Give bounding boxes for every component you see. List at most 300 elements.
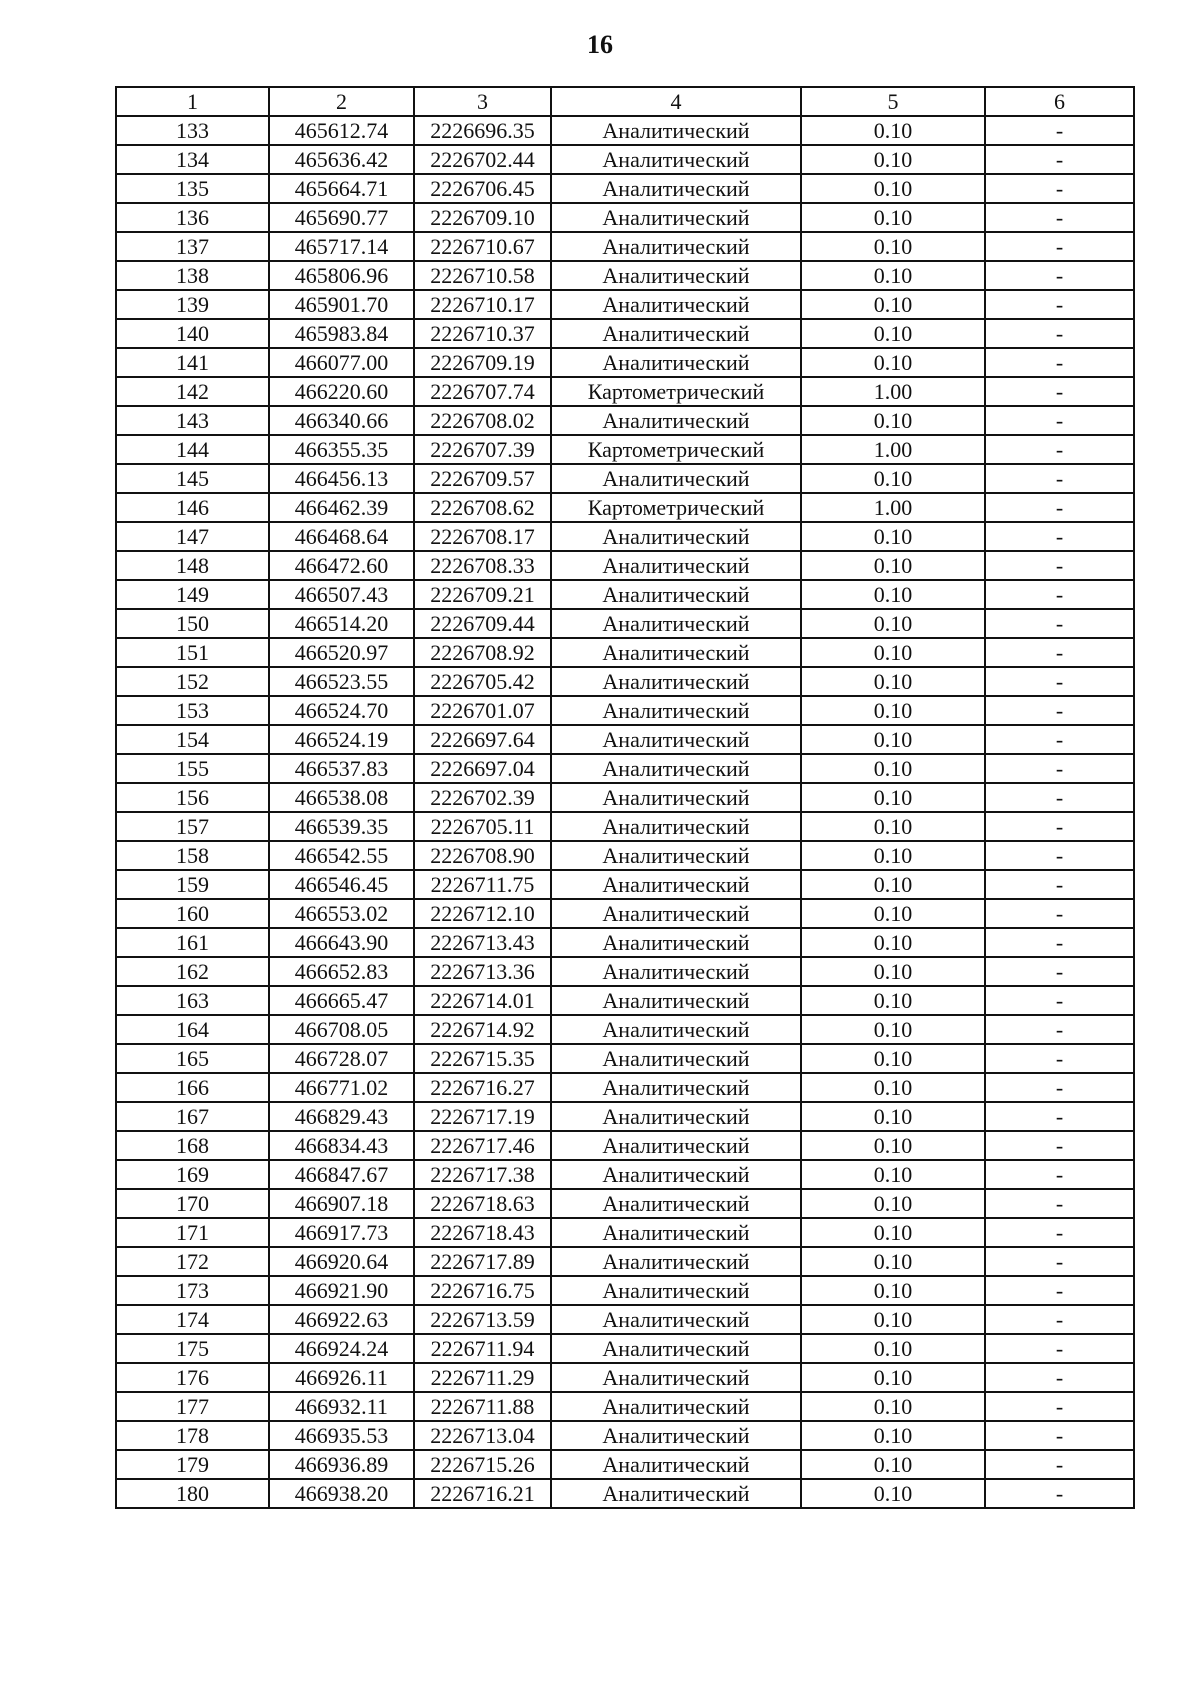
point-number-cell: 141	[116, 348, 269, 377]
x-coordinate-cell: 466468.64	[269, 522, 414, 551]
x-coordinate-cell: 466542.55	[269, 841, 414, 870]
table-row	[116, 1276, 1134, 1305]
method-cell: Аналитический	[551, 1479, 801, 1508]
x-coordinate-cell: 466538.08	[269, 783, 414, 812]
x-coordinate-cell: 466507.43	[269, 580, 414, 609]
table-row	[116, 551, 1134, 580]
method-cell: Аналитический	[551, 203, 801, 232]
accuracy-cell: 0.10	[801, 1392, 985, 1421]
x-coordinate-cell: 466220.60	[269, 377, 414, 406]
accuracy-cell: 0.10	[801, 464, 985, 493]
x-coordinate-cell: 466077.00	[269, 348, 414, 377]
accuracy-cell: 0.10	[801, 696, 985, 725]
accuracy-cell: 0.10	[801, 116, 985, 145]
method-cell: Аналитический	[551, 1073, 801, 1102]
table-row	[116, 1131, 1134, 1160]
point-number-cell: 164	[116, 1015, 269, 1044]
accuracy-cell: 0.10	[801, 725, 985, 754]
note-cell: -	[985, 290, 1134, 319]
x-coordinate-cell: 466462.39	[269, 493, 414, 522]
table-row	[116, 1218, 1134, 1247]
table-row	[116, 1392, 1134, 1421]
point-number-cell: 153	[116, 696, 269, 725]
method-cell: Аналитический	[551, 870, 801, 899]
method-cell: Аналитический	[551, 290, 801, 319]
note-cell: -	[985, 986, 1134, 1015]
method-cell: Аналитический	[551, 928, 801, 957]
method-cell: Аналитический	[551, 406, 801, 435]
note-cell: -	[985, 261, 1134, 290]
table-row	[116, 174, 1134, 203]
x-coordinate-cell: 466924.24	[269, 1334, 414, 1363]
accuracy-cell: 0.10	[801, 1218, 985, 1247]
note-cell: -	[985, 406, 1134, 435]
note-cell: -	[985, 1218, 1134, 1247]
header-cell: 1	[116, 87, 269, 116]
x-coordinate-cell: 466537.83	[269, 754, 414, 783]
accuracy-cell: 0.10	[801, 319, 985, 348]
note-cell: -	[985, 319, 1134, 348]
y-coordinate-cell: 2226707.74	[414, 377, 551, 406]
y-coordinate-cell: 2226718.63	[414, 1189, 551, 1218]
x-coordinate-cell: 466938.20	[269, 1479, 414, 1508]
method-cell: Аналитический	[551, 580, 801, 609]
x-coordinate-cell: 466643.90	[269, 928, 414, 957]
y-coordinate-cell: 2226701.07	[414, 696, 551, 725]
table-row	[116, 957, 1134, 986]
method-cell: Аналитический	[551, 145, 801, 174]
x-coordinate-cell: 466355.35	[269, 435, 414, 464]
note-cell: -	[985, 1334, 1134, 1363]
point-number-cell: 173	[116, 1276, 269, 1305]
table-row	[116, 1479, 1134, 1508]
method-cell: Аналитический	[551, 899, 801, 928]
accuracy-cell: 0.10	[801, 609, 985, 638]
x-coordinate-cell: 465690.77	[269, 203, 414, 232]
y-coordinate-cell: 2226709.19	[414, 348, 551, 377]
note-cell: -	[985, 1189, 1134, 1218]
point-number-cell: 160	[116, 899, 269, 928]
table-row	[116, 1102, 1134, 1131]
table-row	[116, 725, 1134, 754]
note-cell: -	[985, 203, 1134, 232]
note-cell: -	[985, 812, 1134, 841]
table-row	[116, 1334, 1134, 1363]
method-cell: Аналитический	[551, 348, 801, 377]
point-number-cell: 143	[116, 406, 269, 435]
accuracy-cell: 0.10	[801, 1015, 985, 1044]
point-number-cell: 150	[116, 609, 269, 638]
point-number-cell: 159	[116, 870, 269, 899]
table-row	[116, 667, 1134, 696]
note-cell: -	[985, 1131, 1134, 1160]
x-coordinate-cell: 465612.74	[269, 116, 414, 145]
table-row	[116, 522, 1134, 551]
y-coordinate-cell: 2226710.37	[414, 319, 551, 348]
method-cell: Аналитический	[551, 319, 801, 348]
y-coordinate-cell: 2226710.67	[414, 232, 551, 261]
method-cell: Аналитический	[551, 1131, 801, 1160]
point-number-cell: 167	[116, 1102, 269, 1131]
table-row	[116, 870, 1134, 899]
accuracy-cell: 0.10	[801, 1160, 985, 1189]
coordinates-table	[115, 86, 1135, 1509]
point-number-cell: 144	[116, 435, 269, 464]
y-coordinate-cell: 2226717.38	[414, 1160, 551, 1189]
x-coordinate-cell: 465806.96	[269, 261, 414, 290]
y-coordinate-cell: 2226713.36	[414, 957, 551, 986]
table-row	[116, 812, 1134, 841]
table-row	[116, 232, 1134, 261]
y-coordinate-cell: 2226715.26	[414, 1450, 551, 1479]
point-number-cell: 166	[116, 1073, 269, 1102]
accuracy-cell: 0.10	[801, 667, 985, 696]
header-cell: 3	[414, 87, 551, 116]
note-cell: -	[985, 725, 1134, 754]
point-number-cell: 152	[116, 667, 269, 696]
accuracy-cell: 0.10	[801, 1131, 985, 1160]
y-coordinate-cell: 2226707.39	[414, 435, 551, 464]
y-coordinate-cell: 2226702.39	[414, 783, 551, 812]
y-coordinate-cell: 2226713.04	[414, 1421, 551, 1450]
accuracy-cell: 0.10	[801, 754, 985, 783]
page-number: 16	[587, 30, 613, 59]
table-row	[116, 493, 1134, 522]
x-coordinate-cell: 466539.35	[269, 812, 414, 841]
point-number-cell: 179	[116, 1450, 269, 1479]
header-cell: 6	[985, 87, 1134, 116]
note-cell: -	[985, 1363, 1134, 1392]
point-number-cell: 142	[116, 377, 269, 406]
accuracy-cell: 0.10	[801, 1247, 985, 1276]
note-cell: -	[985, 1305, 1134, 1334]
table-row	[116, 1421, 1134, 1450]
y-coordinate-cell: 2226706.45	[414, 174, 551, 203]
point-number-cell: 161	[116, 928, 269, 957]
method-cell: Аналитический	[551, 261, 801, 290]
method-cell: Аналитический	[551, 1247, 801, 1276]
note-cell: -	[985, 667, 1134, 696]
accuracy-cell: 0.10	[801, 1334, 985, 1363]
method-cell: Аналитический	[551, 696, 801, 725]
table-row	[116, 203, 1134, 232]
point-number-cell: 170	[116, 1189, 269, 1218]
table-row	[116, 290, 1134, 319]
accuracy-cell: 0.10	[801, 1073, 985, 1102]
x-coordinate-cell: 466472.60	[269, 551, 414, 580]
accuracy-cell: 0.10	[801, 1479, 985, 1508]
point-number-cell: 180	[116, 1479, 269, 1508]
note-cell: -	[985, 957, 1134, 986]
note-cell: -	[985, 1421, 1134, 1450]
y-coordinate-cell: 2226705.42	[414, 667, 551, 696]
x-coordinate-cell: 466524.19	[269, 725, 414, 754]
accuracy-cell: 0.10	[801, 261, 985, 290]
note-cell: -	[985, 580, 1134, 609]
accuracy-cell: 0.10	[801, 203, 985, 232]
method-cell: Аналитический	[551, 464, 801, 493]
method-cell: Аналитический	[551, 232, 801, 261]
point-number-cell: 157	[116, 812, 269, 841]
method-cell: Аналитический	[551, 1392, 801, 1421]
x-coordinate-cell: 466546.45	[269, 870, 414, 899]
point-number-cell: 172	[116, 1247, 269, 1276]
y-coordinate-cell: 2226709.44	[414, 609, 551, 638]
y-coordinate-cell: 2226714.92	[414, 1015, 551, 1044]
note-cell: -	[985, 783, 1134, 812]
method-cell: Аналитический	[551, 609, 801, 638]
y-coordinate-cell: 2226716.75	[414, 1276, 551, 1305]
x-coordinate-cell: 466553.02	[269, 899, 414, 928]
point-number-cell: 146	[116, 493, 269, 522]
table-row	[116, 609, 1134, 638]
point-number-cell: 174	[116, 1305, 269, 1334]
x-coordinate-cell: 466834.43	[269, 1131, 414, 1160]
accuracy-cell: 0.10	[801, 1044, 985, 1073]
point-number-cell: 138	[116, 261, 269, 290]
method-cell: Аналитический	[551, 174, 801, 203]
method-cell: Аналитический	[551, 1363, 801, 1392]
method-cell: Аналитический	[551, 1421, 801, 1450]
table-row	[116, 1450, 1134, 1479]
table-body	[116, 116, 1134, 1508]
x-coordinate-cell: 466917.73	[269, 1218, 414, 1247]
note-cell: -	[985, 551, 1134, 580]
table-row	[116, 986, 1134, 1015]
table-row	[116, 116, 1134, 145]
point-number-cell: 151	[116, 638, 269, 667]
note-cell: -	[985, 1450, 1134, 1479]
method-cell: Аналитический	[551, 1044, 801, 1073]
x-coordinate-cell: 466524.70	[269, 696, 414, 725]
method-cell: Аналитический	[551, 812, 801, 841]
y-coordinate-cell: 2226715.35	[414, 1044, 551, 1073]
method-cell: Аналитический	[551, 1334, 801, 1363]
accuracy-cell: 0.10	[801, 957, 985, 986]
point-number-cell: 171	[116, 1218, 269, 1247]
method-cell: Картометрический	[551, 493, 801, 522]
accuracy-cell: 0.10	[801, 986, 985, 1015]
accuracy-cell: 0.10	[801, 145, 985, 174]
accuracy-cell: 0.10	[801, 1305, 985, 1334]
table-row	[116, 348, 1134, 377]
point-number-cell: 178	[116, 1421, 269, 1450]
y-coordinate-cell: 2226712.10	[414, 899, 551, 928]
point-number-cell: 139	[116, 290, 269, 319]
accuracy-cell: 0.10	[801, 406, 985, 435]
method-cell: Аналитический	[551, 667, 801, 696]
x-coordinate-cell: 466829.43	[269, 1102, 414, 1131]
point-number-cell: 135	[116, 174, 269, 203]
note-cell: -	[985, 1479, 1134, 1508]
method-cell: Аналитический	[551, 1218, 801, 1247]
note-cell: -	[985, 1102, 1134, 1131]
table-row	[116, 754, 1134, 783]
method-cell: Аналитический	[551, 986, 801, 1015]
accuracy-cell: 0.10	[801, 812, 985, 841]
note-cell: -	[985, 348, 1134, 377]
x-coordinate-cell: 466926.11	[269, 1363, 414, 1392]
note-cell: -	[985, 145, 1134, 174]
method-cell: Аналитический	[551, 783, 801, 812]
x-coordinate-cell: 465636.42	[269, 145, 414, 174]
table-row	[116, 261, 1134, 290]
note-cell: -	[985, 609, 1134, 638]
point-number-cell: 154	[116, 725, 269, 754]
table-row	[116, 1044, 1134, 1073]
y-coordinate-cell: 2226708.33	[414, 551, 551, 580]
method-cell: Аналитический	[551, 1305, 801, 1334]
accuracy-cell: 0.10	[801, 1102, 985, 1131]
y-coordinate-cell: 2226714.01	[414, 986, 551, 1015]
table-row	[116, 1305, 1134, 1334]
table-row	[116, 464, 1134, 493]
x-coordinate-cell: 466708.05	[269, 1015, 414, 1044]
method-cell: Аналитический	[551, 957, 801, 986]
note-cell: -	[985, 1015, 1134, 1044]
y-coordinate-cell: 2226708.62	[414, 493, 551, 522]
note-cell: -	[985, 232, 1134, 261]
point-number-cell: 165	[116, 1044, 269, 1073]
x-coordinate-cell: 466922.63	[269, 1305, 414, 1334]
table-row	[116, 1015, 1134, 1044]
table-row	[116, 1160, 1134, 1189]
point-number-cell: 155	[116, 754, 269, 783]
method-cell: Картометрический	[551, 377, 801, 406]
x-coordinate-cell: 466652.83	[269, 957, 414, 986]
table-row	[116, 435, 1134, 464]
point-number-cell: 163	[116, 986, 269, 1015]
x-coordinate-cell: 466728.07	[269, 1044, 414, 1073]
note-cell: -	[985, 638, 1134, 667]
point-number-cell: 169	[116, 1160, 269, 1189]
y-coordinate-cell: 2226709.57	[414, 464, 551, 493]
note-cell: -	[985, 1276, 1134, 1305]
note-cell: -	[985, 899, 1134, 928]
point-number-cell: 168	[116, 1131, 269, 1160]
table-row	[116, 928, 1134, 957]
accuracy-cell: 0.10	[801, 870, 985, 899]
note-cell: -	[985, 1073, 1134, 1102]
y-coordinate-cell: 2226710.17	[414, 290, 551, 319]
table-row	[116, 377, 1134, 406]
accuracy-cell: 0.10	[801, 1276, 985, 1305]
note-cell: -	[985, 1247, 1134, 1276]
point-number-cell: 162	[116, 957, 269, 986]
header-cell: 4	[551, 87, 801, 116]
accuracy-cell: 0.10	[801, 638, 985, 667]
accuracy-cell: 0.10	[801, 1189, 985, 1218]
y-coordinate-cell: 2226713.43	[414, 928, 551, 957]
method-cell: Аналитический	[551, 1450, 801, 1479]
method-cell: Аналитический	[551, 754, 801, 783]
note-cell: -	[985, 928, 1134, 957]
table-row	[116, 1247, 1134, 1276]
point-number-cell: 133	[116, 116, 269, 145]
y-coordinate-cell: 2226717.19	[414, 1102, 551, 1131]
point-number-cell: 134	[116, 145, 269, 174]
method-cell: Картометрический	[551, 435, 801, 464]
accuracy-cell: 0.10	[801, 1450, 985, 1479]
point-number-cell: 156	[116, 783, 269, 812]
method-cell: Аналитический	[551, 116, 801, 145]
table-row	[116, 145, 1134, 174]
method-cell: Аналитический	[551, 1102, 801, 1131]
y-coordinate-cell: 2226697.64	[414, 725, 551, 754]
note-cell: -	[985, 696, 1134, 725]
accuracy-cell: 0.10	[801, 783, 985, 812]
accuracy-cell: 0.10	[801, 899, 985, 928]
x-coordinate-cell: 465664.71	[269, 174, 414, 203]
x-coordinate-cell: 466921.90	[269, 1276, 414, 1305]
table-row	[116, 580, 1134, 609]
method-cell: Аналитический	[551, 841, 801, 870]
point-number-cell: 158	[116, 841, 269, 870]
x-coordinate-cell: 466771.02	[269, 1073, 414, 1102]
table-row	[116, 841, 1134, 870]
point-number-cell: 145	[116, 464, 269, 493]
x-coordinate-cell: 466847.67	[269, 1160, 414, 1189]
x-coordinate-cell: 465983.84	[269, 319, 414, 348]
table-row	[116, 1189, 1134, 1218]
accuracy-cell: 0.10	[801, 1363, 985, 1392]
method-cell: Аналитический	[551, 1189, 801, 1218]
header-cell: 5	[801, 87, 985, 116]
note-cell: -	[985, 841, 1134, 870]
y-coordinate-cell: 2226702.44	[414, 145, 551, 174]
x-coordinate-cell: 466514.20	[269, 609, 414, 638]
note-cell: -	[985, 116, 1134, 145]
table-row	[116, 899, 1134, 928]
y-coordinate-cell: 2226711.94	[414, 1334, 551, 1363]
y-coordinate-cell: 2226708.92	[414, 638, 551, 667]
table-row	[116, 696, 1134, 725]
note-cell: -	[985, 870, 1134, 899]
y-coordinate-cell: 2226696.35	[414, 116, 551, 145]
x-coordinate-cell: 466935.53	[269, 1421, 414, 1450]
point-number-cell: 149	[116, 580, 269, 609]
y-coordinate-cell: 2226710.58	[414, 261, 551, 290]
x-coordinate-cell: 466907.18	[269, 1189, 414, 1218]
y-coordinate-cell: 2226718.43	[414, 1218, 551, 1247]
note-cell: -	[985, 493, 1134, 522]
accuracy-cell: 0.10	[801, 290, 985, 319]
method-cell: Аналитический	[551, 725, 801, 754]
x-coordinate-cell: 465901.70	[269, 290, 414, 319]
accuracy-cell: 0.10	[801, 174, 985, 203]
accuracy-cell: 1.00	[801, 377, 985, 406]
accuracy-cell: 0.10	[801, 1421, 985, 1450]
accuracy-cell: 0.10	[801, 580, 985, 609]
y-coordinate-cell: 2226708.17	[414, 522, 551, 551]
point-number-cell: 137	[116, 232, 269, 261]
method-cell: Аналитический	[551, 551, 801, 580]
header-cell: 2	[269, 87, 414, 116]
accuracy-cell: 1.00	[801, 435, 985, 464]
y-coordinate-cell: 2226711.29	[414, 1363, 551, 1392]
y-coordinate-cell: 2226708.90	[414, 841, 551, 870]
x-coordinate-cell: 466665.47	[269, 986, 414, 1015]
x-coordinate-cell: 466932.11	[269, 1392, 414, 1421]
x-coordinate-cell: 466520.97	[269, 638, 414, 667]
note-cell: -	[985, 1160, 1134, 1189]
y-coordinate-cell: 2226716.27	[414, 1073, 551, 1102]
method-cell: Аналитический	[551, 638, 801, 667]
point-number-cell: 136	[116, 203, 269, 232]
method-cell: Аналитический	[551, 1276, 801, 1305]
x-coordinate-cell: 465717.14	[269, 232, 414, 261]
table-row	[116, 638, 1134, 667]
